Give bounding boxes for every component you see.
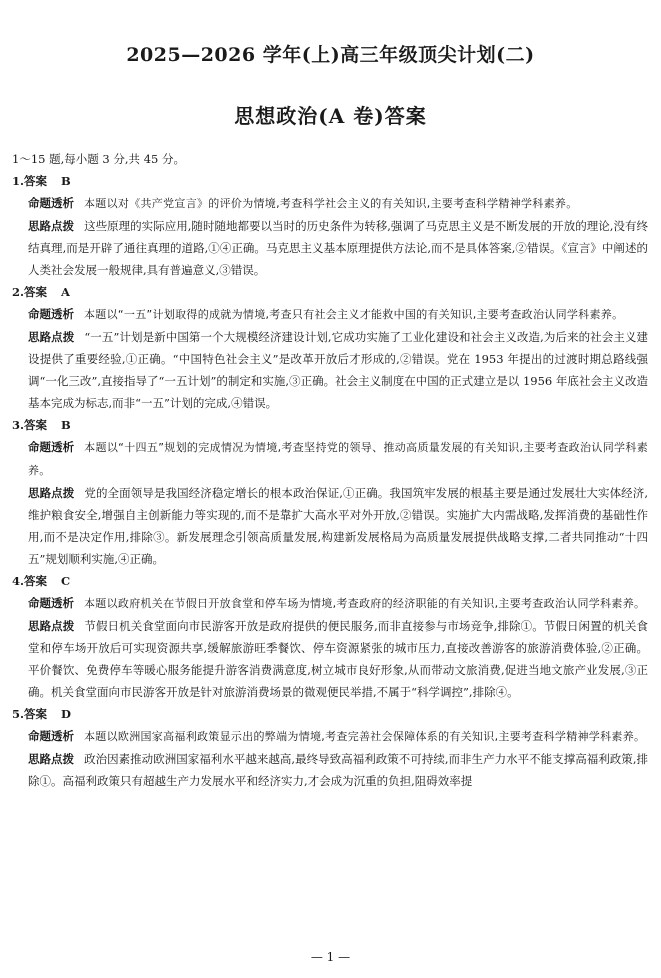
question-answer-line	[12, 170, 648, 192]
analysis-text: 本题以对《共产党宣言》的评价为情境,考查科学社会主义的有关知识,主要考查科学精神学科素养。	[84, 197, 578, 210]
hint-label: 思路点拨	[28, 330, 75, 344]
hint-paragraph	[28, 615, 648, 703]
question-number: 4.	[12, 574, 25, 588]
page-number: — 1 —	[310, 950, 351, 964]
scoring-intro: 1～15 题,每小题 3 分,共 45 分。	[12, 152, 185, 166]
answer-label: 答案	[24, 707, 48, 721]
analysis-paragraph	[28, 592, 648, 615]
question-number: 5.	[12, 707, 25, 721]
analysis-paragraph	[28, 436, 648, 482]
hint-label: 思路点拨	[28, 752, 75, 766]
analysis-label: 命题透析	[28, 729, 74, 743]
answer-label: 答案	[24, 418, 48, 432]
answer-label: 答案	[24, 285, 48, 299]
hint-paragraph	[28, 215, 648, 281]
question-block	[12, 570, 648, 703]
answer-choice: C	[61, 574, 71, 588]
hint-text: 政治因素推动欧洲国家福利水平越来越高,最终导致高福利政策不可持续,而非生产力水平不能支撑高福利政策,排除①。高福利政策只有超越生产力发展水平和经济实力,才会成为沉重的负担,阻碍效率提	[28, 752, 648, 788]
analysis-label: 命题透析	[28, 307, 74, 321]
analysis-paragraph	[28, 303, 648, 326]
question-block	[12, 281, 648, 414]
question-answer-line	[12, 570, 648, 592]
answer-title: 思想政治(A 卷)答案	[234, 104, 427, 128]
hint-text: “一五”计划是新中国第一个大规模经济建设计划,它成功实施了工业化建设和社会主义改造,为后来的社会主义建设提供了重要经验,①正确。“中国特色社会主义”是改革开放后才形成的,②错误。党在 1953 年提出的过渡时期总路线强调“一化三改”,直接指导了“一五计划”的制定和实施,③正确。社会主义制度在中国的正式建立是以 1956 年底社会主义改造基本完成为标志,而非“一五”计划的完成,④错误。	[28, 330, 648, 410]
answer-choice: B	[61, 418, 71, 432]
hint-label: 思路点拨	[28, 219, 75, 233]
analysis-text: 本题以“一五”计划取得的成就为情境,考查只有社会主义才能救中国的有关知识,主要考查政治认同学科素养。	[84, 308, 624, 321]
answer-choice: B	[61, 174, 71, 188]
question-number: 2.	[12, 285, 25, 299]
question-block	[12, 170, 648, 281]
exam-title: 2025—2026 学年(上)高三年级顶尖计划(二)	[126, 44, 535, 66]
hint-label: 思路点拨	[28, 486, 75, 500]
analysis-label: 命题透析	[28, 596, 74, 610]
analysis-paragraph	[28, 192, 648, 215]
analysis-label: 命题透析	[28, 196, 74, 210]
question-block	[12, 703, 648, 792]
analysis-text: 本题以政府机关在节假日开放食堂和停车场为情境,考查政府的经济职能的有关知识,主要考查政治认同学科素养。	[84, 597, 646, 610]
analysis-text: 本题以“十四五”规划的完成情况为情境,考查坚持党的领导、推动高质量发展的有关知识,主要考查政治认同学科素养。	[28, 441, 648, 477]
answer-label: 答案	[24, 574, 48, 588]
hint-text: 这些原理的实际应用,随时随地都要以当时的历史条件为转移,强调了马克思主义是不断发展的开放的理论,没有终结真理,而是开辟了通往真理的道路,①④正确。马克思主义基本原理提供方法论,而不是具体答案,②错误。《宣言》中阐述的人类社会发展一般规律,具有普遍意义,③错误。	[28, 219, 648, 277]
hint-text: 节假日机关食堂面向市民游客开放是政府提供的便民服务,而非直接参与市场竞争,排除①。节假日闲置的机关食堂和停车场开放后可实现资源共享,缓解旅游旺季餐饮、停车资源紧张的城市压力,直接改善游客的旅游消费体验,②正确。平价餐饮、免费停车等暖心服务能提升游客消费满意度,树立城市良好形象,从而带动文旅消费,促进当地文旅产业发展,③正确。机关食堂面向市民游客开放是针对旅游消费场景的微观便民举措,不属于“科学调控”,排除④。	[28, 619, 648, 699]
hint-text: 党的全面领导是我国经济稳定增长的根本政治保证,①正确。我国筑牢发展的根基主要是通过发展壮大实体经济,维护粮食安全,增强自主创新能力等实现的,而不是靠扩大高水平对外开放,②错误。实施扩大内需战略,发挥消费的基础性作用,而不是决定作用,排除③。新发展理念引领高质量发展,构建新发展格局为高质量发展提供战略支撑,二者共同推动“十四五”规划顺利实施,④正确。	[28, 486, 648, 566]
hint-paragraph	[28, 482, 648, 570]
hint-label: 思路点拨	[28, 619, 75, 633]
analysis-text: 本题以欧洲国家高福利政策显示出的弊端为情境,考查完善社会保障体系的有关知识,主要考查科学精神学科素养。	[84, 730, 646, 743]
question-block	[12, 414, 648, 570]
answer-choice: A	[61, 285, 70, 299]
analysis-paragraph	[28, 725, 648, 748]
question-answer-line	[12, 414, 648, 436]
hint-paragraph	[28, 748, 648, 792]
question-number: 1.	[12, 174, 25, 188]
answer-choice: D	[61, 707, 71, 721]
analysis-label: 命题透析	[28, 440, 75, 454]
hint-paragraph	[28, 326, 648, 414]
question-answer-line	[12, 281, 648, 303]
answer-label: 答案	[24, 174, 48, 188]
answer-content	[12, 148, 648, 792]
question-list	[12, 170, 648, 792]
question-answer-line	[12, 703, 648, 725]
question-number: 3.	[12, 418, 25, 432]
